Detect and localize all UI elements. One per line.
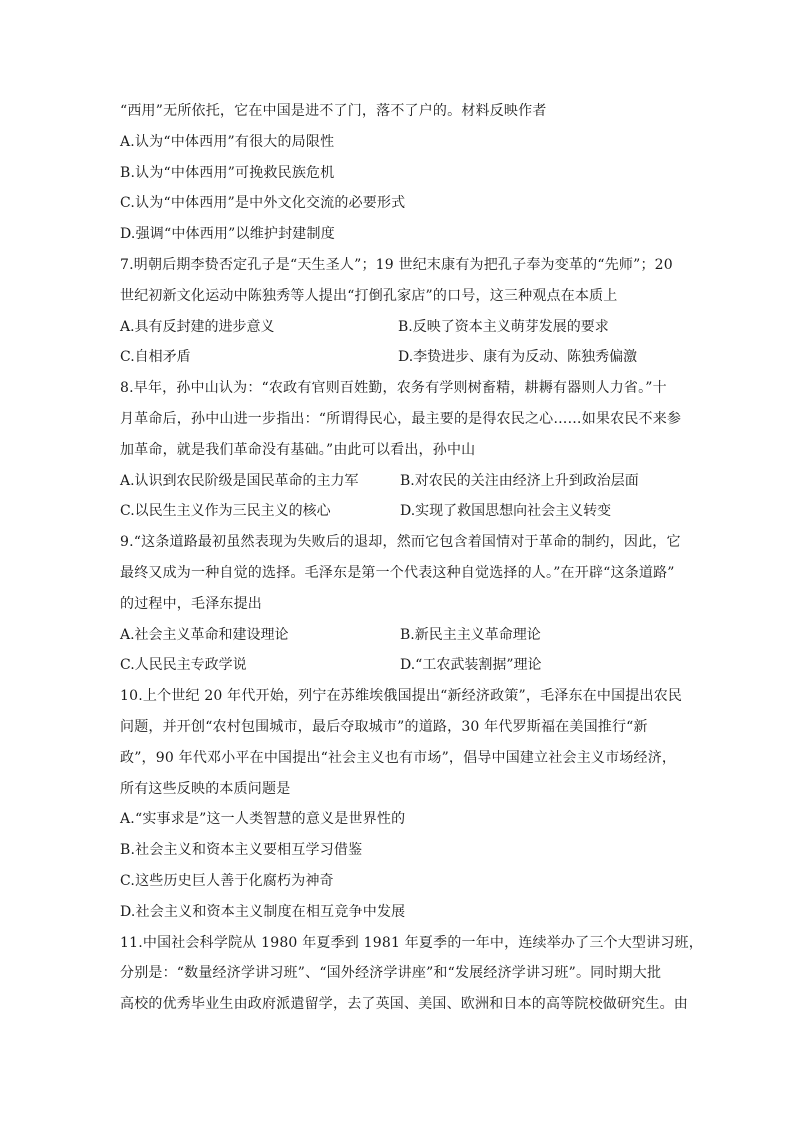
- q9-option-c: C.人民民主专政学说: [120, 657, 247, 674]
- q6-stem-tail: “西用”无所依托，它在中国是进不了门，落不了户的。材料反映作者: [120, 103, 547, 119]
- q8-option-a: A.认识到农民阶级是国民革命的主力军: [120, 472, 359, 489]
- q7-options-row-2: [120, 342, 680, 373]
- q9-option-d: D.“工农武装割据”理论: [400, 657, 542, 674]
- q7-option-b: B.反映了资本主义萌芽发展的要求: [398, 318, 609, 335]
- q9-stem-line-2: 最终又成为一种自觉的选择。毛泽东是第一个代表这种自觉选择的人。”在开辟“这条道路”: [120, 564, 675, 581]
- q10-option-a: A.“实事求是”这一人类智慧的意义是世界性的: [120, 811, 406, 828]
- q7-option-d: D.李贽进步、康有为反动、陈独秀偏激: [398, 349, 638, 366]
- q10-option-b: B.社会主义和资本主义要相互学习借鉴: [120, 842, 363, 859]
- q8-option-b: B.对农民的关注由经济上升到政治层面: [400, 472, 639, 489]
- q6-option-b: B.认为“中体西用”可挽救民族危机: [120, 164, 335, 181]
- q11-stem-line-2: 分别是：“数量经济学讲习班”、“国外经济学讲座”和“发展经济学讲习班”。同时期大批: [120, 965, 662, 982]
- q10-option-c: C.这些历史巨人善于化腐朽为神奇: [120, 872, 334, 889]
- q7-option-a: A.具有反封建的进步意义: [120, 318, 275, 335]
- q7-stem-line-1: 7.明朝后期李贽否定孔子是“天生圣人”；19 世纪末康有为把孔子奉为变革的“先师”；20: [120, 256, 673, 273]
- q9-options-row-2: [120, 650, 680, 681]
- q7-options-row-1: [120, 312, 680, 343]
- q11-stem-line-3: 高校的优秀毕业生由政府派遣留学，去了英国、美国、欧洲和日本的高等院校做研究生。由: [120, 996, 688, 1013]
- q9-option-b: B.新民主主义革命理论: [400, 626, 541, 643]
- q8-stem-line-2: 月革命后，孙中山进一步指出：“所谓得民心，最主要的是得农民之心……如果农民不来参: [120, 410, 682, 427]
- q8-options-row-2: [120, 496, 680, 527]
- exam-page: [120, 96, 703, 1020]
- q6-option-c: C.认为“中体西用”是中外文化交流的必要形式: [120, 195, 406, 212]
- q8-option-c: C.以民生主义作为三民主义的核心: [120, 503, 331, 520]
- q10-stem-line-4: 所有这些反映的本质问题是: [120, 780, 291, 797]
- q8-option-d: D.实现了救国思想向社会主义转变: [400, 503, 612, 520]
- q7-option-c: C.自相矛盾: [120, 349, 191, 366]
- q6-option-a: A.认为“中体西用”有很大的局限性: [120, 133, 335, 150]
- q10-stem-line-1: 10.上个世纪 20 年代开始，列宁在苏维埃俄国提出“新经济政策”，毛泽东在中国提出农民: [120, 688, 683, 705]
- q9-stem-line-1: 9.“这条道路最初虽然表现为失败后的退却，然而它包含着国情对于革命的制约，因此，它: [120, 534, 681, 551]
- q9-option-a: A.社会主义革命和建设理论: [120, 626, 289, 643]
- q10-stem-line-2: 问题，并开创“农村包围城市，最后夺取城市”的道路，30 年代罗斯福在美国推行“新: [120, 718, 648, 735]
- q9-options-row-1: [120, 620, 680, 651]
- q7-stem-line-2: 世纪初新文化运动中陈独秀等人提出“打倒孔家店”的口号，这三种观点在本质上: [120, 287, 618, 304]
- q11-stem-line-1: 11.中国社会科学院从 1980 年夏季到 1981 年夏季的一年中，连续举办了三个大型讲习班，: [120, 934, 703, 951]
- q9-stem-line-3: 的过程中，毛泽东提出: [120, 595, 262, 612]
- q8-options-row-1: [120, 466, 680, 497]
- q8-stem-line-1: 8.早年，孙中山认为：“农政有官则百姓勤，农务有学则树畜精，耕耨有器则人力省。”十: [120, 380, 667, 397]
- q10-stem-line-3: 政”，90 年代邓小平在中国提出“社会主义也有市场”，倡导中国建立社会主义市场经济，: [120, 749, 677, 766]
- q6-option-d: D.强调“中体西用”以维护封建制度: [120, 226, 335, 243]
- q10-option-d: D.社会主义和资本主义制度在相互竞争中发展: [120, 903, 406, 920]
- q8-stem-line-3: 加革命，就是我们革命没有基础。”由此可以看出，孙中山: [120, 441, 476, 458]
